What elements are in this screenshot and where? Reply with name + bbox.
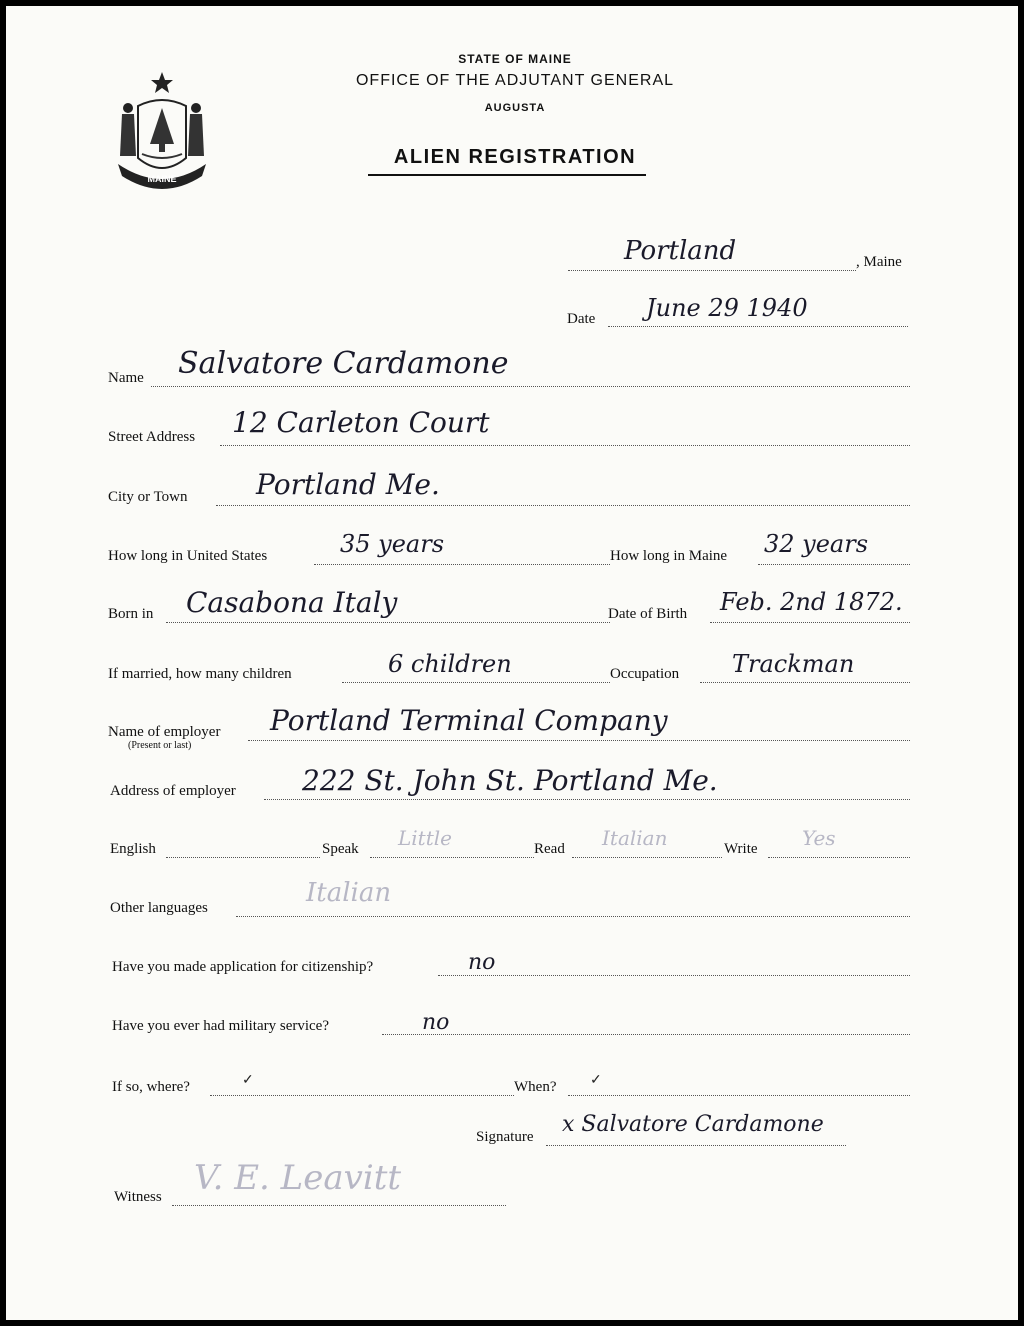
- english-label: English: [110, 841, 156, 857]
- header-office: OFFICE OF THE ADJUTANT GENERAL: [355, 72, 675, 89]
- form-title: ALIEN REGISTRATION: [393, 146, 637, 168]
- employer-note: (Present or last): [128, 740, 192, 751]
- employer-address-label: Address of employer: [110, 783, 236, 799]
- street-label: Street Address: [108, 429, 196, 445]
- military-line: [382, 1034, 910, 1035]
- svg-text:MAINE: MAINE: [147, 174, 177, 184]
- city-label: City or Town: [108, 489, 188, 505]
- dob-line: [710, 622, 910, 623]
- children-label: If married, how many children: [108, 666, 292, 682]
- read-label: Read: [534, 841, 565, 857]
- how-long-us-label: How long in United States: [108, 548, 268, 564]
- registration-form: [6, 6, 1018, 1320]
- occupation-value: Trackman: [732, 650, 855, 678]
- occupation-line: [700, 682, 910, 683]
- children-value: 6 children: [388, 650, 512, 678]
- write-value: Yes: [802, 826, 836, 850]
- when-value: ✓: [590, 1073, 602, 1088]
- witness-value: V. E. Leavitt: [194, 1158, 402, 1198]
- when-line: [568, 1095, 910, 1096]
- other-languages-label: Other languages: [110, 900, 208, 916]
- title-underline: [368, 174, 646, 176]
- read-value: Italian: [602, 826, 668, 850]
- where-label: If so, where?: [112, 1079, 190, 1095]
- born-in-label: Born in: [108, 606, 154, 622]
- speak-label: Speak: [322, 841, 359, 857]
- how-long-us-line: [314, 564, 610, 565]
- citizenship-label: Have you made application for citizenship?: [112, 959, 374, 975]
- employer-label: Name of employer: [108, 724, 221, 740]
- where-line: [210, 1095, 514, 1096]
- signature-label: Signature: [476, 1129, 534, 1145]
- military-label: Have you ever had military service?: [112, 1018, 329, 1034]
- where-value: ✓: [242, 1073, 254, 1088]
- write-label: Write: [724, 841, 758, 857]
- dob-value: Feb. 2nd 1872.: [720, 588, 903, 616]
- employer-address-line: [264, 799, 910, 800]
- city-value: Portland Me.: [256, 468, 440, 501]
- date-line: [608, 326, 908, 327]
- name-value: Salvatore Cardamone: [178, 346, 509, 381]
- how-long-maine-line: [758, 564, 910, 565]
- signature-value: x Salvatore Cardamone: [562, 1112, 824, 1137]
- military-value: no: [422, 1010, 450, 1035]
- city-line: [216, 505, 910, 506]
- place-line: [568, 270, 856, 271]
- header-city: AUGUSTA: [484, 102, 546, 114]
- witness-label: Witness: [114, 1189, 162, 1205]
- date-label: Date: [567, 311, 596, 327]
- employer-line: [248, 740, 910, 741]
- read-line: [572, 857, 722, 858]
- street-line: [220, 445, 910, 446]
- street-value: 12 Carleton Court: [232, 406, 490, 439]
- born-in-value: Casabona Italy: [186, 586, 398, 619]
- signature-line: [546, 1145, 846, 1146]
- speak-line: [370, 857, 534, 858]
- witness-line: [172, 1205, 506, 1206]
- how-long-maine-label: How long in Maine: [610, 548, 728, 564]
- english-line: [166, 857, 320, 858]
- how-long-maine-value: 32 years: [764, 530, 869, 558]
- place-value: Portland: [624, 236, 737, 266]
- born-in-line: [166, 622, 610, 623]
- employer-value: Portland Terminal Company: [270, 704, 668, 737]
- children-line: [342, 682, 610, 683]
- dob-label: Date of Birth: [608, 606, 688, 622]
- name-label: Name: [108, 370, 144, 386]
- when-label: When?: [514, 1079, 557, 1095]
- occupation-label: Occupation: [610, 666, 680, 682]
- name-line: [151, 386, 910, 387]
- date-value: June 29 1940: [646, 294, 808, 322]
- speak-value: Little: [398, 826, 452, 850]
- write-line: [768, 857, 910, 858]
- how-long-us-value: 35 years: [340, 530, 445, 558]
- other-languages-value: Italian: [306, 878, 392, 908]
- citizenship-value: no: [468, 950, 496, 975]
- citizenship-line: [438, 975, 910, 976]
- maine-label: , Maine: [856, 254, 902, 270]
- other-languages-line: [236, 916, 910, 917]
- header-state: STATE OF MAINE: [458, 52, 572, 66]
- employer-address-value: 222 St. John St. Portland Me.: [302, 764, 718, 797]
